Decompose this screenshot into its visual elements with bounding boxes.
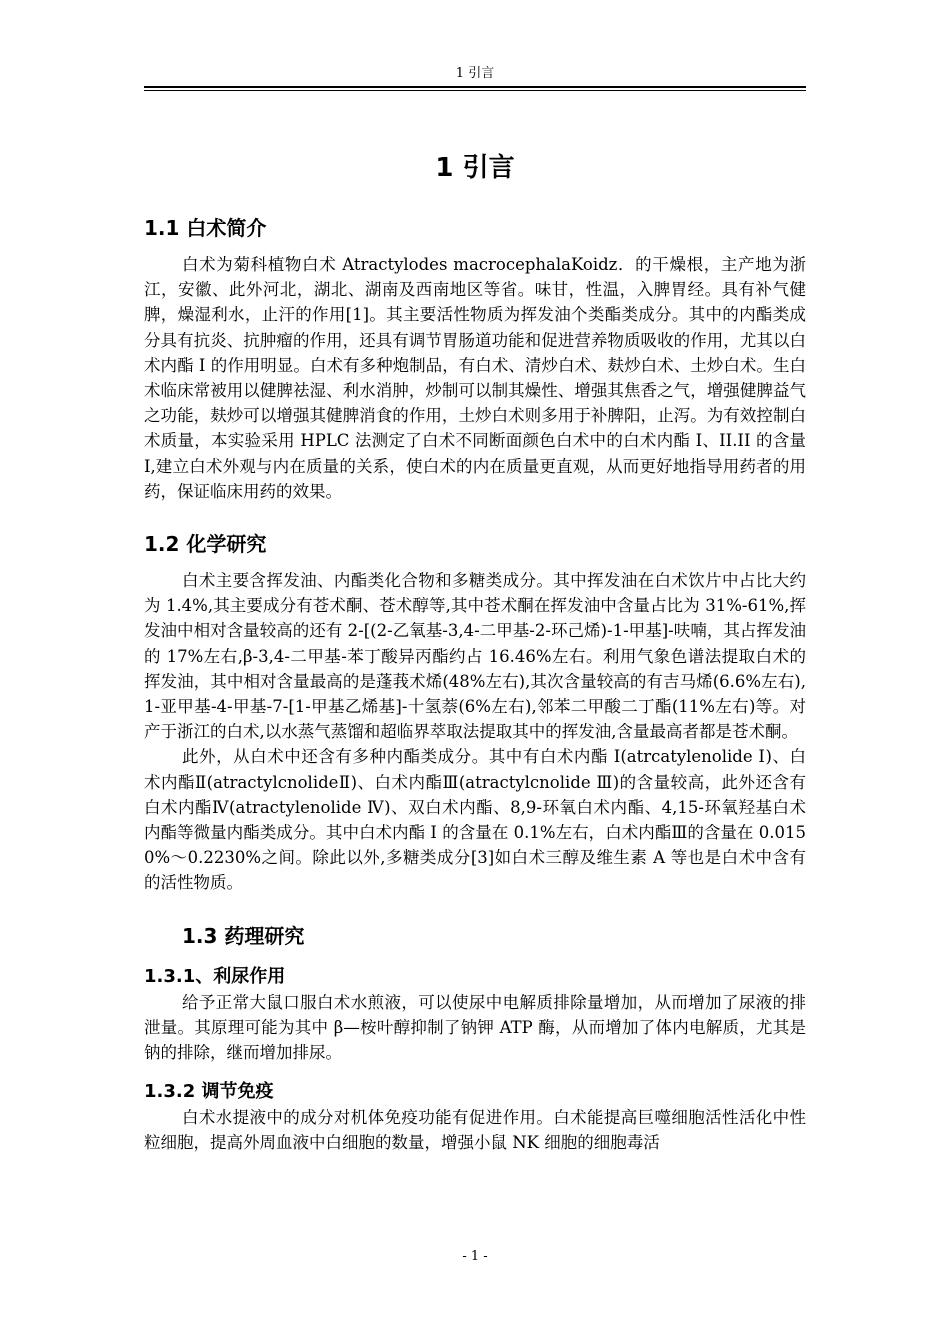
section-heading-1-2: 1.2 化学研究 bbox=[144, 532, 267, 557]
header-rule-thin bbox=[144, 90, 806, 91]
header-rule bbox=[144, 86, 806, 88]
chapter-title: 1 引言 bbox=[435, 153, 515, 183]
paragraph-intro: 白术为菊科植物白术 Atractylodes macrocephalaKoidz．的干燥根，主产地为浙江，安徽、此外河北，湖北、湖南及西南地区等省。味甘，性温，入脾胃经。具有补气健脾，燥湿利水，止汗的作用[1]。其主要活性物质为挥发油个类酯类成分。其中的内酯类成分具有抗炎、抗肿瘤的作用，还具有调节胃肠道功能和促进营养物质吸收的作用，尤其以白术内酯 I 的作用明显。白术有多种炮制品，有白术、清炒白术、麸炒白术、土炒白术。生白术临床常被用以健脾祛湿、利水消肿，炒制可以制其燥性、增强其焦香之气，增强健脾益气之功能，麸炒可以增强其健脾消食的作用，土炒白术则多用于补脾阳，止泻。为有效控制白术质量，本实验采用 HPLC 法测定了白术不同断面颜色白术中的白术内酯 I、II.II 的含量 I,建立白术外观与内在质量的关系，使白术的内在质量更直观，从而更好地指导用药者的用药，保证临床用药的效果。 bbox=[144, 255, 806, 501]
subsection-heading-1-3-2: 1.3.2 调节免疫 bbox=[144, 1081, 274, 1103]
subsection-heading-1-3-1: 1.3.1、利尿作用 bbox=[144, 965, 286, 987]
section-heading-1-1: 1.1 白术简介 bbox=[144, 216, 267, 240]
paragraph-immunity: 白术水提液中的成分对机体免疫功能有促进作用。白术能提高巨噬细胞活性活化中性粒细胞，提高外周血液中白细胞的数量，增强小鼠 NK 细胞的细胞毒活 bbox=[144, 1108, 806, 1153]
paragraph-diuretic: 给予正常大鼠口服白术水煎液，可以使尿中电解质排除量增加，从而增加了尿液的排泄量。其原理可能为其中 β—桉叶醇抑制了钠钾 ATP 酶，从而增加了体内电解质，尤其是钠的排除，继而增加排尿。 bbox=[144, 992, 806, 1063]
paragraph-chemistry-2: 此外，从白术中还含有多种内酯类成分。其中有白术内酯 I(atrcatylenolide Ⅰ)、白术内酯Ⅱ(atractylcnolideⅡ)、白术内酯Ⅲ(atractylcnolide Ⅲ)的含量较高，此外还含有白术内酯Ⅳ(atractylenolide Ⅳ)、双白术内酯、8,9-环氧白术内酯、4,15-环氧羟基白术内酯等微量内酯类成分。其中白术内酯 I 的含量在 0.1%左右，白术内酯Ⅲ的含量在 0.0150%～0.2230%之间。除此以外,多糖类成分[3]如白术三醇及维生素 A 等也是白术中含有的活性物质。 bbox=[144, 747, 806, 893]
running-header: 1 引言 bbox=[455, 66, 495, 81]
page-number: - 1 - bbox=[462, 1249, 488, 1264]
page-body bbox=[144, 148, 806, 1156]
section-heading-1-3: 1.3 药理研究 bbox=[182, 923, 305, 948]
paragraph-chemistry-1: 白术主要含挥发油、内酯类化合物和多糖类成分。其中挥发油在白术饮片中占比大约为 1.4%,其主要成分有苍术酮、苍术醇等,其中苍术酮在挥发油中含量占比为 31%-61%,挥发油中相对含量较高的还有 2-[(2-乙氧基-3,4-二甲基-2-环己烯)-1-甲基]-呋喃，其占挥发油的 17%左右,β-3,4-二甲基-苯丁酸异丙酯约占 16.46%左右。利用气象色谱法提取白术的挥发油，其中相对含量最高的是蓬莪术烯(48%左右),其次含量较高的有吉马烯(6.6%左右),1-亚甲基-4-甲基-7-[1-甲基乙烯基]-十氢萘(6%左右),邻苯二甲酸二丁酯(11%左右)等。对产于浙江的白术,以水蒸气蒸馏和超临界萃取法提取其中的挥发油,含量最高者都是苍术酮。 bbox=[144, 571, 806, 742]
